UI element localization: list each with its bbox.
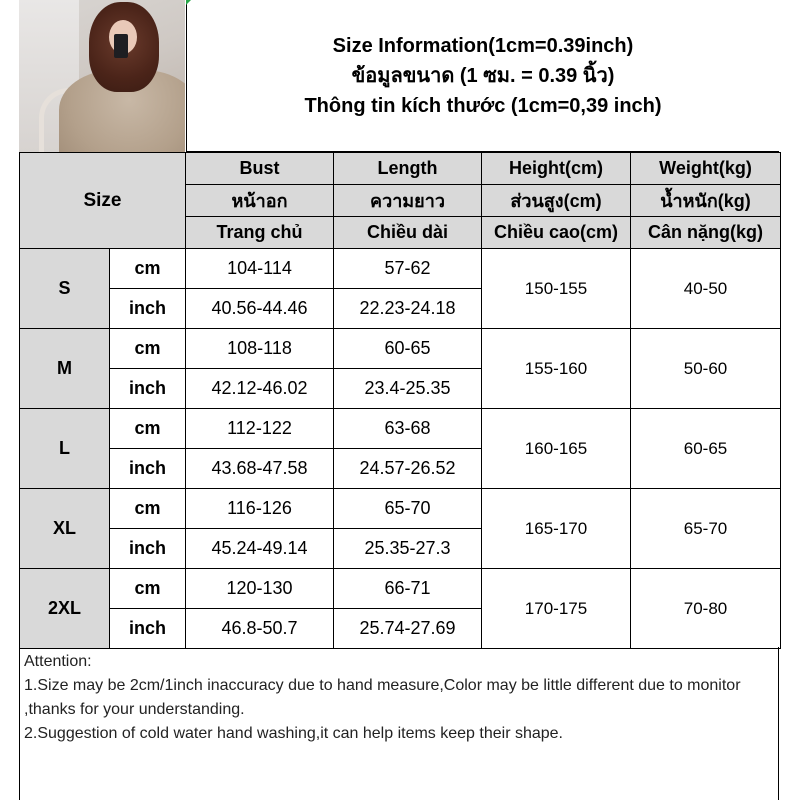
bust-inch: 43.68-47.58 [186, 449, 334, 489]
unit-inch: inch [110, 529, 186, 569]
bust-cm: 116-126 [186, 489, 334, 529]
weight-header-vi: Cân nặng(kg) [631, 217, 781, 249]
unit-inch: inch [110, 609, 186, 649]
weight-range: 60-65 [631, 409, 781, 489]
unit-cm: cm [110, 409, 186, 449]
size-chart-table [19, 152, 781, 649]
height-range: 150-155 [482, 249, 631, 329]
length-inch: 25.74-27.69 [334, 609, 482, 649]
corner-marker [186, 0, 191, 5]
length-inch: 24.57-26.52 [334, 449, 482, 489]
weight-range: 65-70 [631, 489, 781, 569]
title-vietnamese: Thông tin kích thước (1cm=0,39 inch) [304, 94, 662, 117]
bust-header-th: หน้าอก [186, 185, 334, 217]
bust-cm: 104-114 [186, 249, 334, 289]
length-cm: 57-62 [334, 249, 482, 289]
height-range: 155-160 [482, 329, 631, 409]
bust-cm: 112-122 [186, 409, 334, 449]
unit-cm: cm [110, 489, 186, 529]
unit-cm: cm [110, 569, 186, 609]
height-range: 170-175 [482, 569, 631, 649]
title-english: Size Information(1cm=0.39inch) [332, 34, 634, 57]
attention-notes [19, 647, 779, 800]
weight-header-th: น้ำหนัก(kg) [631, 185, 781, 217]
size-column-header: Size [20, 153, 186, 249]
bust-cm: 120-130 [186, 569, 334, 609]
height-header-th: ส่วนสูง(cm) [482, 185, 631, 217]
notes-item-1: 1.Size may be 2cm/1inch inaccuracy due to hand measure,Color may be little different due to monitor ,thanks for your understanding. [24, 677, 741, 718]
bust-inch: 42.12-46.02 [186, 369, 334, 409]
size-label: XL [20, 489, 110, 569]
size-label: L [20, 409, 110, 489]
length-header-vi: Chiều dài [334, 217, 482, 249]
height-range: 160-165 [482, 409, 631, 489]
height-header-vi: Chiều cao(cm) [482, 217, 631, 249]
table-row [20, 569, 781, 609]
bust-inch: 40.56-44.46 [186, 289, 334, 329]
length-cm: 66-71 [334, 569, 482, 609]
notes-item-2: 2.Suggestion of cold water hand washing,it can help items keep their shape. [24, 725, 563, 742]
height-header-en: Height(cm) [482, 153, 631, 185]
size-label: 2XL [20, 569, 110, 649]
height-range: 165-170 [482, 489, 631, 569]
unit-cm: cm [110, 329, 186, 369]
bust-cm: 108-118 [186, 329, 334, 369]
photo-phone [114, 34, 128, 58]
length-inch: 22.23-24.18 [334, 289, 482, 329]
table-row [20, 329, 781, 369]
notes-heading: Attention: [24, 653, 92, 670]
weight-range: 50-60 [631, 329, 781, 409]
length-header-en: Length [334, 153, 482, 185]
table-row [20, 249, 781, 289]
size-info-title [186, 0, 779, 152]
unit-cm: cm [110, 249, 186, 289]
weight-range: 70-80 [631, 569, 781, 649]
bust-inch: 46.8-50.7 [186, 609, 334, 649]
unit-inch: inch [110, 369, 186, 409]
length-inch: 25.35-27.3 [334, 529, 482, 569]
unit-inch: inch [110, 449, 186, 489]
title-thai: ข้อมูลขนาด (1 ซม. = 0.39 นิ้ว) [351, 64, 615, 87]
size-label: S [20, 249, 110, 329]
weight-range: 40-50 [631, 249, 781, 329]
unit-inch: inch [110, 289, 186, 329]
table-row [20, 489, 781, 529]
length-cm: 60-65 [334, 329, 482, 369]
table-row [20, 409, 781, 449]
bust-inch: 45.24-49.14 [186, 529, 334, 569]
length-inch: 23.4-25.35 [334, 369, 482, 409]
length-header-th: ความยาว [334, 185, 482, 217]
bust-header-vi: Trang chủ [186, 217, 334, 249]
weight-header-en: Weight(kg) [631, 153, 781, 185]
bust-header-en: Bust [186, 153, 334, 185]
size-label: M [20, 329, 110, 409]
product-photo [19, 0, 185, 152]
length-cm: 65-70 [334, 489, 482, 529]
length-cm: 63-68 [334, 409, 482, 449]
